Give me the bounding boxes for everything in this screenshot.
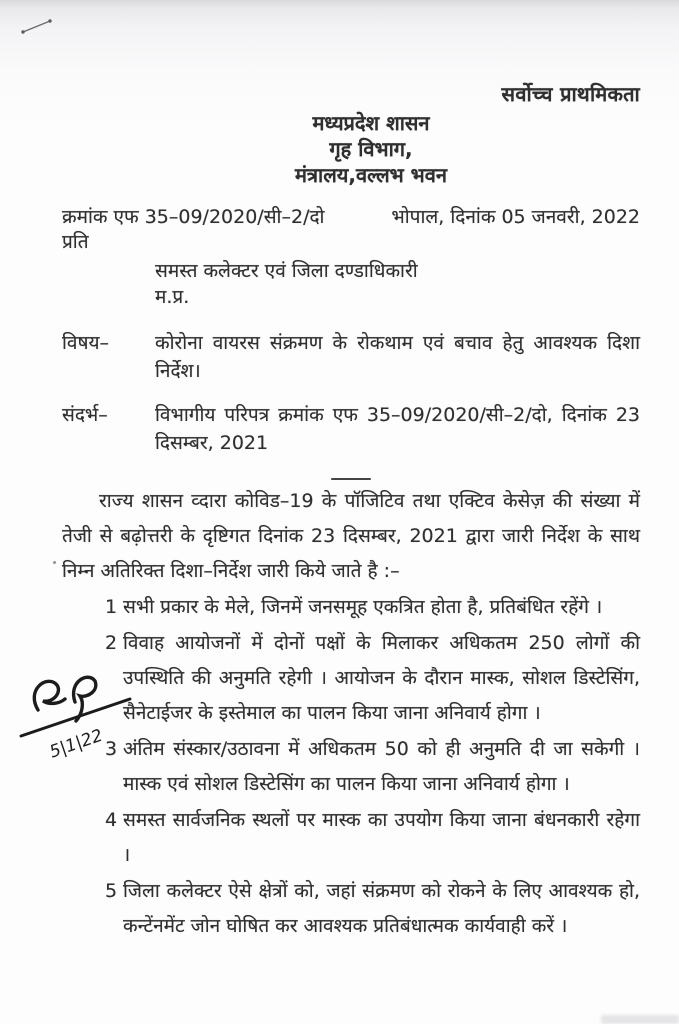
scan-smudge <box>601 1015 679 1024</box>
directive-text: सभी प्रकार के मेले, जिनमें जनसमूह एकत्रित होता है, प्रतिबंधित रहेंगे । <box>123 596 603 618</box>
directive-text: अंतिम संस्कार/उठावना में अधिकतम 50 को ही अनुमति दी जा सकेगी । मास्क एवं सोशल डिस्टेसिंग का पालन किया जाना अनिवार्य होगा । <box>123 738 640 795</box>
to-label: प्रति <box>62 231 89 253</box>
reference-date-row <box>62 205 640 230</box>
addressee-line-1: समस्त कलेक्टर एवं जिला दण्डाधिकारी <box>155 260 418 282</box>
directive-item <box>105 732 640 802</box>
subject-row <box>62 329 640 385</box>
directive-number: 3 <box>105 738 118 760</box>
reference-text: विभागीय परिपत्र क्रमांक एफ 35–09/2020/सी–2/दो, दिनांक 23 दिसम्बर, 2021 <box>155 404 640 454</box>
opening-paragraph: राज्य शासन व्दारा कोविड–19 के पॉजिटिव तथा एक्टिव केसेज़ की संख्या में तेजी से बढ़ोत्तरी के दृष्टिगत दिनांक 23 दिसम्बर, 2021 द्वारा जारी निर्देश के साथ निम्न अतिरिक्त दिशा–निर्देश जारी किये जाते है :– <box>62 490 640 582</box>
issuer-block <box>102 110 640 188</box>
reference-label: संदर्भ– <box>62 404 108 426</box>
separator <box>62 465 640 471</box>
addressee-line-2: म.प्र. <box>155 286 190 308</box>
subject-text: कोरोना वायरस संक्रमण के रोकथाम एवं बचाव हेतु आवश्यक दिशा निर्देश। <box>155 332 640 382</box>
directive-item <box>105 803 640 873</box>
directive-number: 4 <box>105 809 118 831</box>
signature-date: 5|1|22 <box>47 725 106 762</box>
addressee-block <box>155 258 640 310</box>
issuer-department: गृह विभाग, <box>329 137 413 161</box>
directive-item <box>105 590 640 625</box>
reference-number: क्रमांक एफ 35–09/2020/सी–2/दो <box>62 206 325 228</box>
directive-text: जिला कलेक्टर ऐसे क्षेत्रों को, जहां संक्रमण को रोकने के लिए आवश्यक हो, कन्टेंनमेंट जोन घोषित कर आवश्यक प्रतिबंधात्मक कार्यवाही करें । <box>123 880 640 937</box>
priority-label: सर्वोच्च प्राथमिकता <box>501 82 640 106</box>
directive-number: 2 <box>105 632 118 654</box>
reference-row <box>62 401 640 457</box>
directive-number: 5 <box>105 880 118 902</box>
directive-text: विवाह आयोजनों में दोनों पक्षों के मिलाकर अधिकतम 250 लोगों की उपस्थिति की अनुमति रहेगी । आयोजन के दौरान मास्क, सोशल डिस्टेसिंग, सैनेटाईजर के इस्तेमाल का पालन किया जाना अनिवार्य होगा । <box>123 632 640 724</box>
handwritten-signature <box>18 670 136 762</box>
issuer-government: मध्यप्रदेश शासन <box>312 111 430 135</box>
scan-artifact-dot <box>53 561 56 564</box>
directive-item <box>105 626 640 731</box>
place-and-date: भोपाल, दिनांक 05 जनवरी, 2022 <box>391 206 640 228</box>
directive-item <box>105 874 640 944</box>
directives-list <box>62 590 640 944</box>
directive-text: समस्त सार्वजनिक स्थलों पर मास्क का उपयोग किया जाना बंधनकारी रहेगा । <box>123 809 640 866</box>
subject-label: विषय– <box>62 332 109 354</box>
separator-line <box>331 478 371 480</box>
issuer-building: मंत्रालय,वल्लभ भवन <box>295 163 447 187</box>
directive-number: 1 <box>105 596 118 618</box>
